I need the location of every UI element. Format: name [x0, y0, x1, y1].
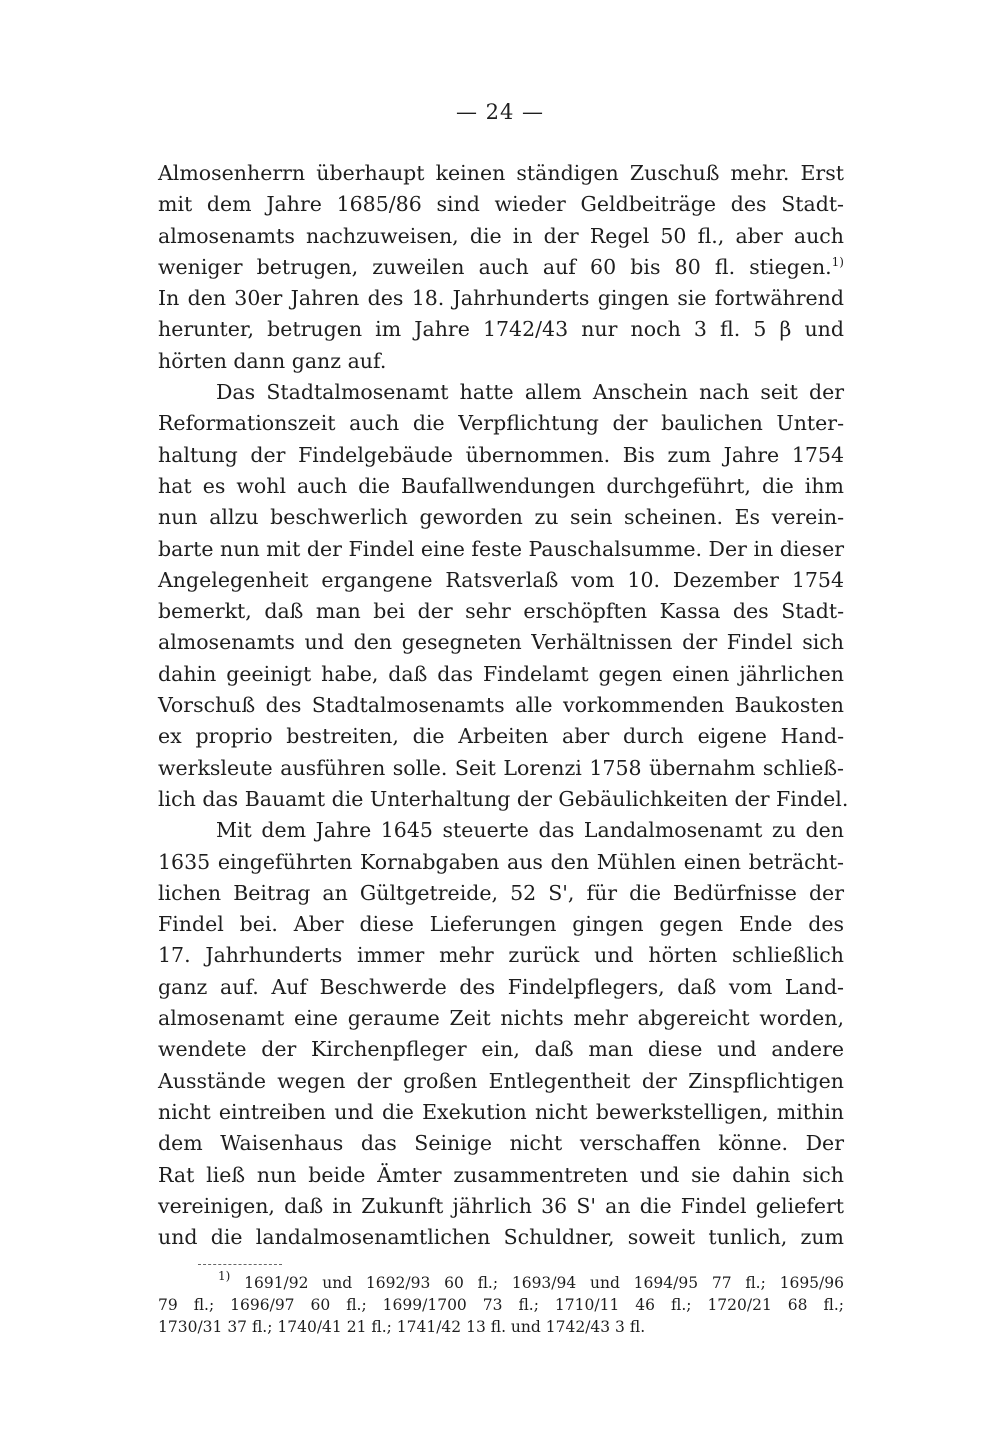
text-line: barte nun mit der Findel eine feste Pauschalsumme. Der in dieser — [158, 536, 844, 561]
footnote-line: 79 fl.; 1696/97 60 fl.; 1699/1700 73 fl.; 1710/11 46 fl.; 1720/21 68 fl.; — [158, 1296, 844, 1314]
text-line: wendete der Kirchenpfleger ein, daß man diese und andere — [158, 1037, 844, 1062]
text-line: werksleute ausführen solle. Seit Lorenzi 1758 übernahm schließ- — [158, 755, 844, 780]
text-line: hörten dann ganz auf. — [158, 348, 387, 373]
text-line: Angelegenheit ergangene Ratsverlaß vom 10. Dezember 1754 — [158, 567, 844, 592]
footnote-text: 1691/92 und 1692/93 60 fl.; 1693/94 und 1694/95 77 fl.; 1695/96 — [244, 1274, 844, 1292]
footnote-reference: 1) — [831, 254, 844, 269]
text-line: vereinigen, daß in Zukunft jährlich 36 S' an die Findel geliefert — [158, 1193, 844, 1218]
text-line: almosenamts und den gesegneten Verhältnissen der Findel sich — [158, 630, 844, 655]
text-line: Vorschuß des Stadtalmosenamts alle vorkommenden Baukosten — [158, 693, 844, 718]
text-line: 17. Jahrhunderts immer mehr zurück und hörten schließlich — [158, 943, 844, 968]
text-line: bemerkt, daß man bei der sehr erschöpften Kassa des Stadt- — [158, 599, 844, 624]
text-line: Rat ließ nun beide Ämter zusammentreten und sie dahin sich — [158, 1162, 844, 1187]
text-line: haltung der Findelgebäude übernommen. Bis zum Jahre 1754 — [158, 442, 844, 467]
page-number: — 24 — — [455, 100, 545, 124]
text-line: Findel bei. Aber diese Lieferungen gingen gegen Ende des — [158, 912, 844, 937]
footnote-line — [158, 1269, 844, 1294]
footnote-marker: 1) — [218, 1269, 231, 1283]
text-line: hat es wohl auch die Baufallwendungen durchgeführt, die ihm — [158, 473, 844, 498]
text-line: lich das Bauamt die Unterhaltung der Gebäulichkeiten der Findel. — [158, 786, 849, 811]
main-text — [158, 158, 849, 1253]
footnote-separator — [198, 1264, 282, 1265]
text-line: Reformationszeit auch die Verpflichtung der baulichen Unter- — [158, 411, 844, 436]
paragraph-start: Mit dem Jahre 1645 steuerte das Landalmosenamt zu den — [216, 818, 844, 843]
text-line: almosenamts nachzuweisen, die in der Regel 50 fl., aber auch — [158, 223, 844, 248]
text-line: almosenamt eine geraume Zeit nichts mehr abgereicht worden, — [158, 1006, 844, 1031]
text-line: 1635 eingeführten Kornabgaben aus den Mühlen einen beträcht- — [158, 849, 844, 874]
text-line: dahin geeinigt habe, daß das Findelamt gegen einen jährlichen — [158, 661, 844, 686]
footnote-line: 1730/31 37 fl.; 1740/41 21 fl.; 1741/42 13 fl. und 1742/43 3 fl. — [158, 1318, 646, 1336]
text-line: herunter, betrugen im Jahre 1742/43 nur noch 3 fl. 5 β und — [158, 317, 844, 342]
footnotes — [158, 1269, 844, 1338]
text-line: mit dem Jahre 1685/86 sind wieder Geldbeiträge des Stadt- — [158, 192, 844, 217]
text-line: und die landalmosenamtlichen Schuldner, soweit tunlich, zum — [158, 1225, 844, 1250]
text-line: dem Waisenhaus das Seinige nicht verschaffen könne. Der — [158, 1131, 844, 1156]
text-line: ganz auf. Auf Beschwerde des Findelpflegers, daß vom Land- — [158, 974, 844, 999]
text-line: nicht eintreiben und die Exekution nicht bewerkstelligen, mithin — [158, 1099, 844, 1124]
text-line: lichen Beitrag an Gültgetreide, 52 S', für die Bedürfnisse der — [158, 880, 844, 905]
text-line: Ausstände wegen der großen Entlegentheit der Zinspflichtigen — [158, 1068, 844, 1093]
text-line: nun allzu beschwerlich geworden zu sein scheinen. Es verein- — [158, 505, 844, 530]
text-line: ex proprio bestreiten, die Arbeiten aber durch eigene Hand- — [158, 724, 844, 749]
text-line: In den 30er Jahren des 18. Jahrhunderts gingen sie fortwährend — [158, 286, 844, 311]
text-line-content: weniger betrugen, zuweilen auch auf 60 bis 80 fl. stiegen. — [158, 254, 832, 279]
text-line-with-footnote — [158, 252, 844, 283]
paragraph-start: Das Stadtalmosenamt hatte allem Anschein nach seit der — [216, 380, 844, 405]
text-line: Almosenherrn überhaupt keinen ständigen Zuschuß mehr. Erst — [158, 161, 844, 185]
